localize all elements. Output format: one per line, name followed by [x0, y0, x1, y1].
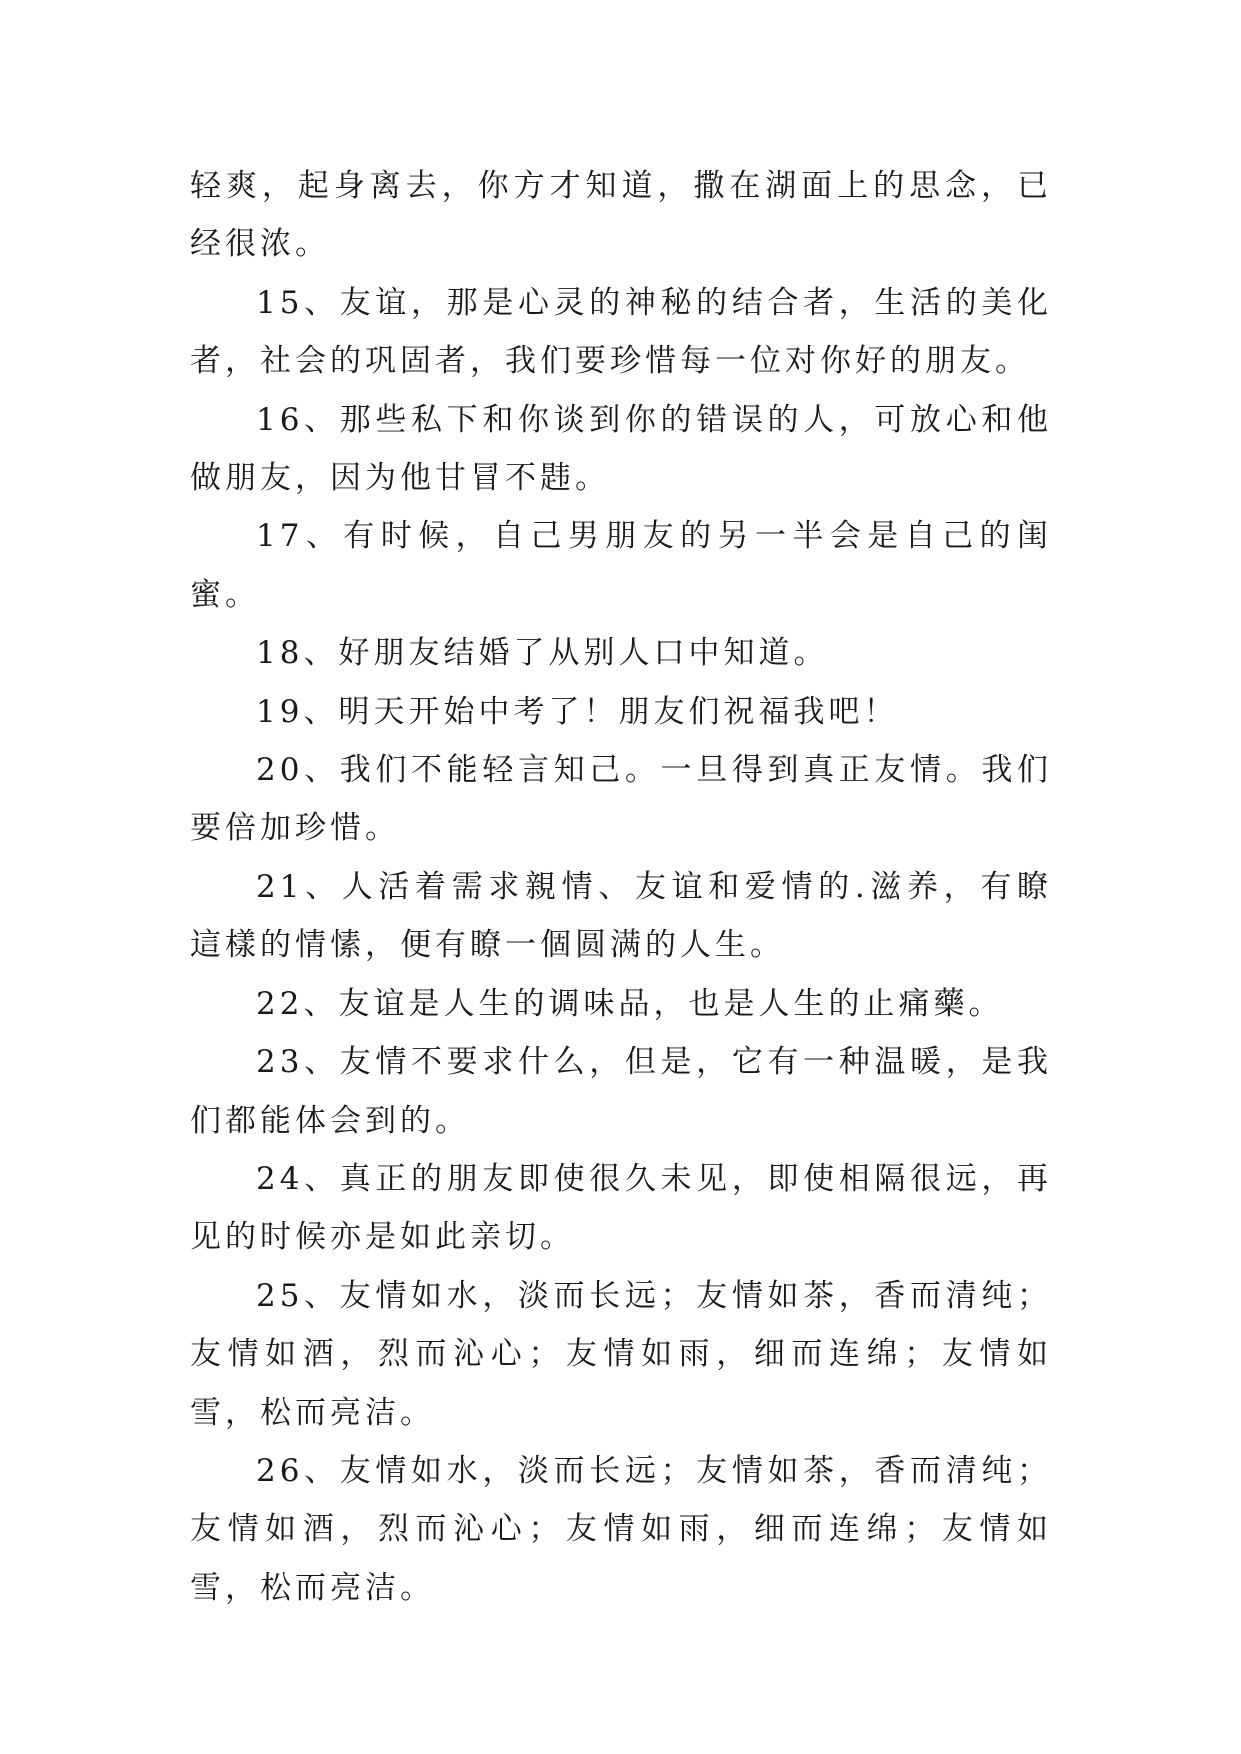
paragraph-20: 20、我们不能轻言知己。一旦得到真正友情。我们要倍加珍惜。 — [190, 752, 1052, 847]
paragraph-25: 25、友情如水，淡而长远；友情如茶，香而清纯；友情如酒，烈而沁心；友情如雨，细而连绵；友情如雪，松而亮洁。 — [190, 1277, 1052, 1431]
paragraph-24: 24、真正的朋友即使很久未见，即使相隔很远，再见的时候亦是如此亲切。 — [190, 1160, 1052, 1256]
paragraph-26: 26、友情如水，淡而长远；友情如茶，香而清纯；友情如酒，烈而沁心；友情如雨，细而连绵；友情如雪，松而亮洁。 — [190, 1452, 1052, 1606]
paragraph-15: 15、友谊，那是心灵的神秘的结合者，生活的美化者，社会的巩固者，我们要珍惜每一位对你好的朋友。 — [190, 284, 1052, 380]
paragraph-17: 17、有时候，自己男朋友的另一半会是自己的闺蜜。 — [190, 518, 1052, 613]
paragraph-22: 22、友谊是人生的调味品，也是人生的止痛藥。 — [256, 985, 1004, 1022]
document-body — [190, 157, 1052, 1617]
paragraph-19: 19、明天开始中考了！朋友们祝福我吧！ — [256, 693, 899, 730]
paragraph-16: 16、那些私下和你谈到你的错误的人，可放心和他做朋友，因为他甘冒不韪。 — [190, 401, 1052, 497]
paragraph-continuation: 轻爽，起身离去，你方才知道，撒在湖面上的思念，已经很浓。 — [190, 168, 1052, 263]
paragraph-23: 23、友情不要求什么，但是，它有一种温暖，是我们都能体会到的。 — [190, 1044, 1052, 1139]
paragraph-18: 18、好朋友结婚了从别人口中知道。 — [256, 635, 829, 672]
paragraph-21: 21、人活着需求親情、友谊和爱情的.滋养，有瞭這樣的情愫，便有瞭一個圆满的人生。 — [190, 868, 1052, 964]
